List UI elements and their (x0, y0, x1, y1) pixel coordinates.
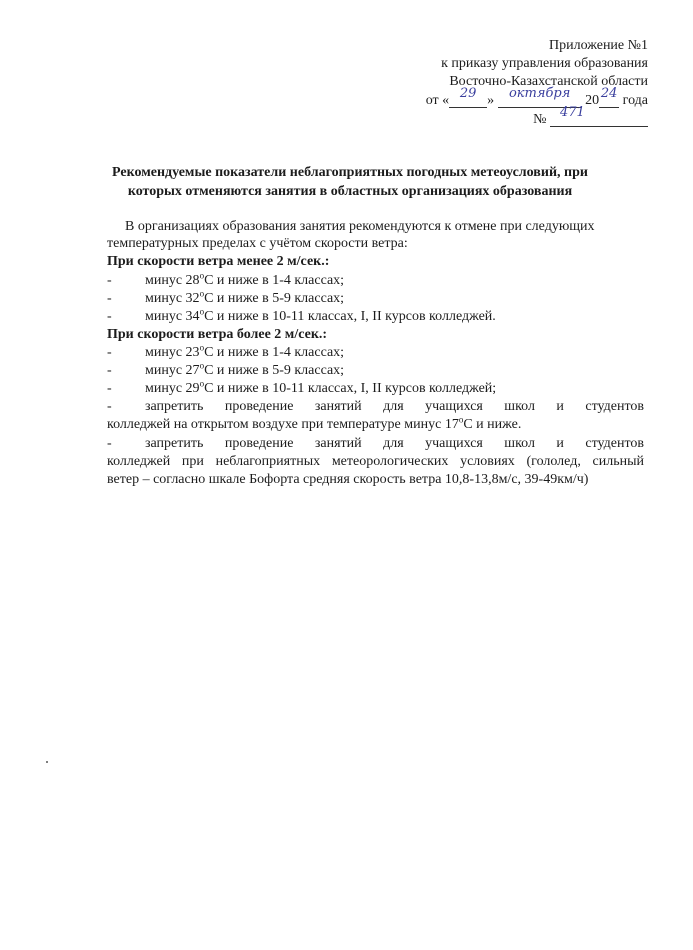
section1-heading: При скорости ветра менее 2 м/сек.: (107, 254, 330, 269)
ban2-line-3: ветер – согласно шкале Бофорта средняя скорость ветра 10,8-13,8м/с, 39-49км/ч) (107, 472, 589, 487)
order-reference: к приказу управления образования (441, 56, 648, 71)
item-text: С и ниже в 5-9 классах; (204, 291, 345, 306)
item-text: С и ниже в 5-9 классах; (204, 363, 345, 378)
list-dash: - (107, 273, 112, 288)
section2-heading: При скорости ветра более 2 м/сек.: (107, 327, 328, 342)
title-line-1: Рекомендуемые показатели неблагоприятных погодных метеоусловий, при (112, 165, 588, 180)
date-prefix: от « (425, 93, 450, 108)
order-number-field (550, 105, 648, 127)
date-year-prefix: 20 (585, 93, 600, 108)
list-dash: - (107, 381, 112, 396)
date-day-handwritten: 29 (459, 86, 477, 101)
degree-mark: о (199, 378, 205, 389)
list-dash: - (107, 345, 112, 360)
order-number-handwritten: 471 (560, 105, 585, 120)
date-suffix: года (622, 93, 648, 108)
ban2-line-2: колледжей при неблагоприятных метеорологических условиях (гололед, сильный (107, 454, 644, 469)
intro-line-1: В организациях образования занятия рекомендуются к отмене при следующих (125, 219, 595, 234)
list-dash: - (107, 436, 112, 451)
list-dash: - (107, 291, 112, 306)
ban1-line-2 (107, 414, 522, 432)
item-text: С и ниже в 1-4 классах; (204, 345, 345, 360)
document-title (60, 163, 640, 201)
degree-mark: о (199, 270, 205, 281)
intro-line-2: температурных пределах с учётом скорости ветра: (107, 236, 408, 251)
item-temp: минус 28 (145, 273, 200, 288)
list-dash: - (107, 399, 112, 414)
scan-speck (46, 761, 48, 763)
degree-mark: о (458, 414, 464, 425)
ban1-text-end: С и ниже. (463, 417, 522, 432)
item-temp: минус 32 (145, 291, 200, 306)
date-month-handwritten: октября (508, 86, 571, 101)
item-text: С и ниже в 10-11 классах, I, II курсов колледжей. (204, 309, 496, 324)
item-temp: минус 27 (145, 363, 200, 378)
item-text: С и ниже в 1-4 классах; (204, 273, 345, 288)
ban1-text: колледжей на открытом воздухе при температуре минус 17 (107, 417, 459, 432)
region-name: Восточно-Казахстанской области (449, 74, 648, 89)
appendix-label: Приложение №1 (549, 38, 648, 53)
number-prefix: № (533, 112, 547, 127)
date-mid: » (487, 93, 495, 108)
order-number-line (533, 105, 648, 127)
degree-mark: о (199, 306, 205, 317)
item-temp: минус 29 (145, 381, 200, 396)
item-text: С и ниже в 10-11 классах, I, II курсов колледжей; (204, 381, 497, 396)
ban1-line-1: запретить проведение занятий для учащихся школ и студентов (145, 399, 644, 414)
ban2-line-1: запретить проведение занятий для учащихся школ и студентов (145, 436, 644, 451)
list-dash: - (107, 309, 112, 324)
list-dash: - (107, 363, 112, 378)
item-temp: минус 34 (145, 309, 200, 324)
degree-mark: о (199, 360, 205, 371)
degree-mark: о (199, 342, 205, 353)
title-line-2: которых отменяются занятия в областных организациях образования (127, 184, 573, 199)
date-year-handwritten: 24 (600, 86, 618, 101)
degree-mark: о (199, 288, 205, 299)
item-temp: минус 23 (145, 345, 200, 360)
date-day-field (449, 86, 487, 108)
